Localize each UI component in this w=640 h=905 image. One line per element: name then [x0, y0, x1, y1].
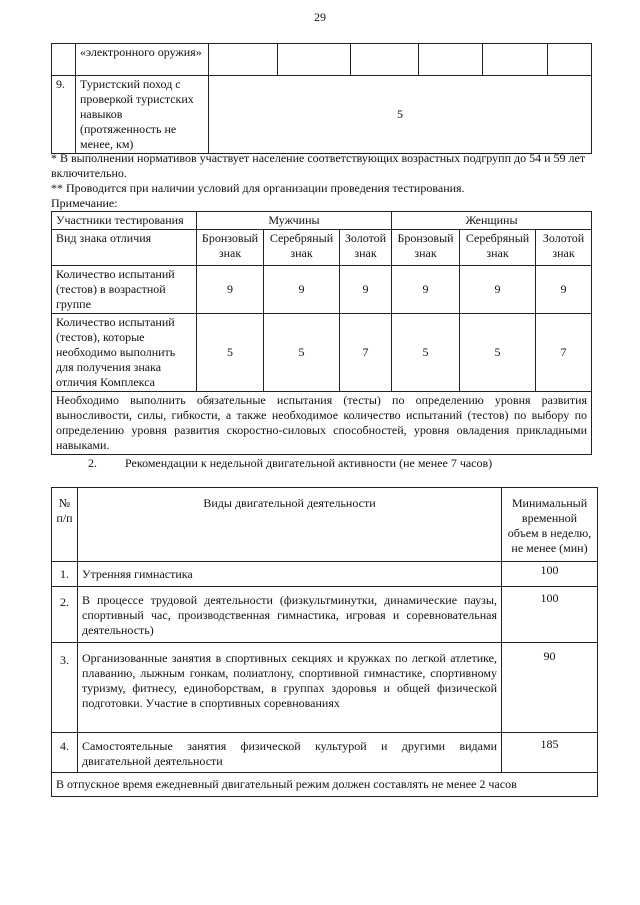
table-cell: 9	[460, 266, 536, 314]
table-row	[52, 44, 592, 76]
table-row	[52, 266, 592, 314]
table-row	[52, 773, 598, 797]
row-minutes: 185	[502, 733, 598, 773]
row-number: 3.	[52, 643, 78, 733]
row-label: Количество испытаний (тестов) в возрастной группе	[52, 266, 197, 314]
table-cell	[209, 44, 278, 76]
women-header: Женщины	[392, 212, 592, 230]
row-minutes: 100	[502, 587, 598, 643]
row-text: Утренняя гимнастика	[78, 562, 502, 587]
footnote-2: ** Проводится при наличии условий для организации проведения тестирования.	[51, 181, 465, 195]
badge-header: Золотой знак	[340, 230, 392, 266]
section-heading	[88, 456, 492, 471]
badge-header: Серебряный знак	[460, 230, 536, 266]
badge-header: Серебряный знак	[264, 230, 340, 266]
table-cell: 5	[264, 314, 340, 392]
table-cell: 7	[340, 314, 392, 392]
table-cell: 9	[197, 266, 264, 314]
table-cell	[278, 44, 351, 76]
row-text: Организованные занятия в спортивных секциях и кружках по легкой атлетике, плаванию, лыжным гонкам, полиатлону, спортивной гимнастике, спортивному туризму, фитнесу, единоборствам, в группах здоровья и общей физической подготовки. Участие в спортивных соревнованиях	[78, 643, 502, 733]
note-label: Примечание:	[51, 196, 118, 210]
table-row	[52, 314, 592, 392]
activity-table-footer: В отпускное время ежедневный двигательный режим должен составлять не менее 2 часов	[52, 773, 598, 797]
badge-header: Золотой знак	[536, 230, 592, 266]
section-number: 2.	[88, 456, 97, 470]
table-row	[52, 562, 598, 587]
table-cell: 7	[536, 314, 592, 392]
table-row	[52, 230, 592, 266]
table-row	[52, 733, 598, 773]
col-num-header: № п/п	[52, 488, 78, 562]
table-cell: 5	[197, 314, 264, 392]
row-label: Количество испытаний (тестов), которые необходимо выполнить для получения знака отличия Комплекса	[52, 314, 197, 392]
row-text: В процессе трудовой деятельности (физкультминутки, динамические паузы, спортивный час, производственная гимнастика, игровая и соревновательная деятельность)	[78, 587, 502, 643]
table-cell	[483, 44, 548, 76]
table-row	[52, 587, 598, 643]
table-row	[52, 488, 598, 562]
participants-label: Участники тестирования	[52, 212, 197, 230]
table-cell: 9	[392, 266, 460, 314]
section-title: Рекомендации к недельной двигательной активности (не менее 7 часов)	[125, 456, 493, 470]
row-number: 1.	[52, 562, 78, 587]
table-row	[52, 643, 598, 733]
badge-header: Бронзовый знак	[197, 230, 264, 266]
activity-table	[51, 487, 598, 797]
table-row	[52, 212, 592, 230]
badge-header: Бронзовый знак	[392, 230, 460, 266]
col-min-header: Минимальный временной объем в неделю, не менее (мин)	[502, 488, 598, 562]
col-kind-header: Виды двигательной деятельности	[78, 488, 502, 562]
row-number: 4.	[52, 733, 78, 773]
table-cell	[548, 44, 592, 76]
test-table-continuation	[51, 43, 592, 154]
table-row	[52, 392, 592, 455]
men-header: Мужчины	[197, 212, 392, 230]
row-minutes: 100	[502, 562, 598, 587]
row-minutes: 90	[502, 643, 598, 733]
table-cell: 5	[392, 314, 460, 392]
page-number: 29	[314, 10, 326, 24]
table-cell	[52, 44, 76, 76]
badge-table	[51, 211, 592, 455]
footnote-1: * В выполнении нормативов участвует население соответствующих возрастных подгрупп до 54 и 59 лет включительно.	[51, 151, 586, 180]
table-cell: 9	[340, 266, 392, 314]
row-text: Самостоятельные занятия физической культурой и другими видами двигательной деятельности	[78, 733, 502, 773]
table-row	[52, 76, 592, 154]
table-cell: «электронного оружия»	[76, 44, 209, 76]
table-cell: 9	[264, 266, 340, 314]
row-number: 9.	[52, 76, 76, 154]
table-cell: 5	[460, 314, 536, 392]
row-label: Туристский поход с проверкой туристских навыков (протяженность не менее, км)	[76, 76, 209, 154]
table-cell: 9	[536, 266, 592, 314]
table-cell	[419, 44, 483, 76]
row-number: 2.	[52, 587, 78, 643]
row-value: 5	[209, 76, 592, 154]
table-cell	[351, 44, 419, 76]
badge-kind-label: Вид знака отличия	[52, 230, 197, 266]
badge-table-footer: Необходимо выполнить обязательные испытания (тесты) по определению уровня развития выносливости, силы, гибкости, а также необходимое количество испытаний (тестов) по выбору по определению уровня развития скоростно-силовых способностей, уровня овладения прикладными навыками.	[52, 392, 592, 455]
